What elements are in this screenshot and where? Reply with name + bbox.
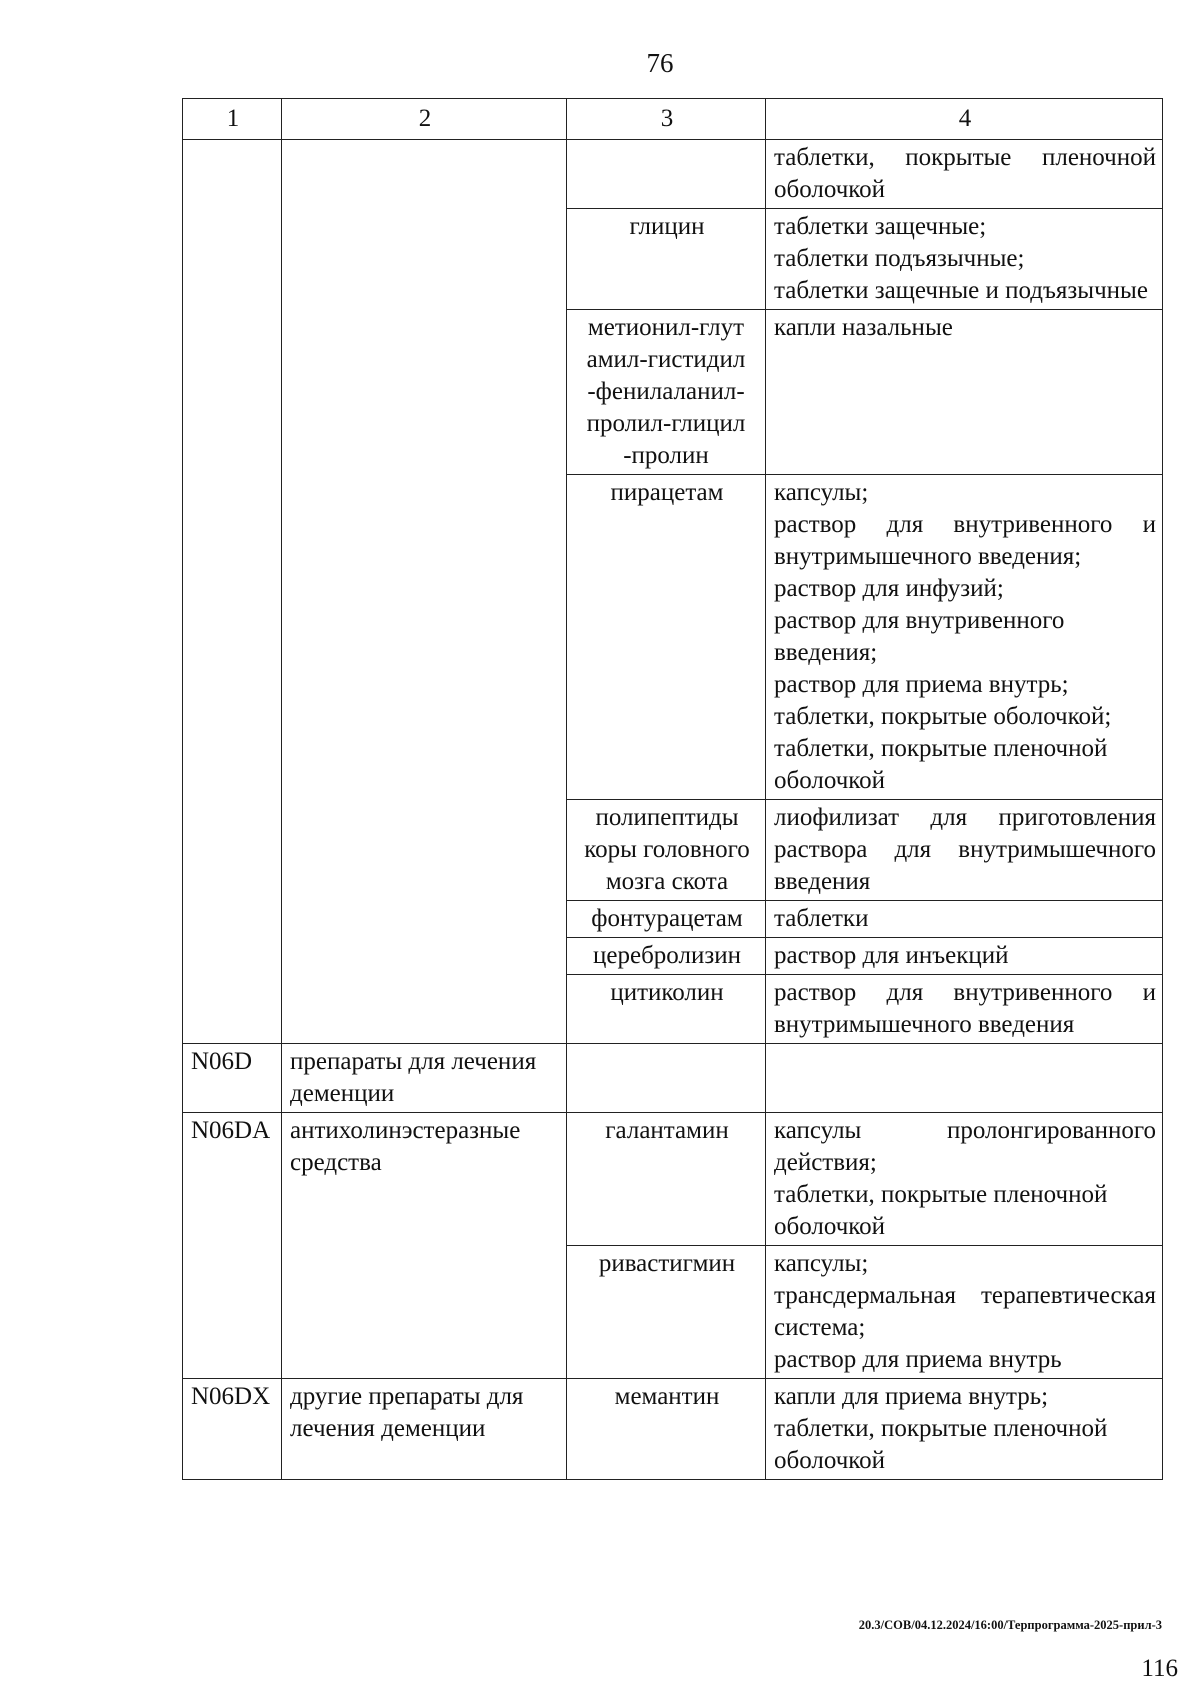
document-reference: 20.3/СОВ/04.12.2024/16:00/Терпрограмма-2025-прил-3 <box>858 1618 1162 1632</box>
dosage-form-cell-empty <box>766 1044 1163 1113</box>
dosage-form: раствор для инъекций <box>774 942 1009 969</box>
dosage-form-cell <box>766 800 1163 901</box>
group-name-cell: препараты для лечения деменции <box>282 1044 567 1113</box>
dosage-form: таблетки защечные и подъязычные <box>774 277 1148 304</box>
header-col-1: 1 <box>183 99 282 140</box>
table-row <box>183 1379 1163 1480</box>
drug-name-cell: цитиколин <box>567 975 766 1044</box>
group-name-cell: другие препараты для лечения деменции <box>282 1379 567 1480</box>
dosage-form-cell <box>766 475 1163 800</box>
dosage-form: таблетки подъязычные; <box>774 245 1025 272</box>
dosage-form-cell <box>766 938 1163 975</box>
table-row <box>183 1044 1163 1113</box>
table-header-row <box>183 99 1163 140</box>
atc-code-cell: N06DX <box>183 1379 282 1480</box>
dosage-form: раствор для внутривенного введения; <box>774 607 1065 666</box>
dosage-form: таблетки защечные; <box>774 213 987 240</box>
dosage-form: трансдермальная терапевтическая система; <box>774 1282 1156 1341</box>
table-row <box>183 140 1163 209</box>
drug-name-cell-empty <box>567 140 766 209</box>
code-cell-empty <box>183 140 282 1044</box>
dosage-form: капсулы пролонгированного действия; <box>774 1117 1156 1176</box>
header-col-4: 4 <box>766 99 1163 140</box>
dosage-form: раствор для инфузий; <box>774 575 1004 602</box>
dosage-form: таблетки, покрытые оболочкой; <box>774 703 1112 730</box>
dosage-form: таблетки, покрытые пленочной оболочкой <box>774 1181 1108 1240</box>
drug-name-cell: ривастигмин <box>567 1246 766 1379</box>
dosage-form: раствор для приема внутрь <box>774 1346 1062 1373</box>
dosage-form-cell <box>766 1113 1163 1246</box>
dosage-form-cell <box>766 140 1163 209</box>
dosage-form-cell <box>766 1379 1163 1480</box>
drug-table <box>182 98 1163 1480</box>
drug-name-cell: пирацетам <box>567 475 766 800</box>
dosage-form-cell <box>766 901 1163 938</box>
dosage-form-cell <box>766 975 1163 1044</box>
dosage-form: раствор для внутривенного и внутримышечного введения; <box>774 511 1156 570</box>
drug-name-cell: галантамин <box>567 1113 766 1246</box>
drug-name-cell: глицин <box>567 209 766 310</box>
table-row <box>183 1113 1163 1246</box>
drug-name-cell: полипептиды коры головного мозга скота <box>567 800 766 901</box>
dosage-form: капли назальные <box>774 314 953 341</box>
page-number: 76 <box>646 48 674 78</box>
dosage-form: капли для приема внутрь; <box>774 1383 1049 1410</box>
drug-name-cell: метионил-глутамил-гистидил-фенилаланил-пролил-глицил-пролин <box>567 310 766 475</box>
dosage-form: лиофилизат для приготовления раствора для внутримышечного введения <box>774 804 1156 895</box>
drug-name-cell: церебролизин <box>567 938 766 975</box>
group-name-cell: антихолинэстеразные средства <box>282 1113 567 1379</box>
dosage-form-cell <box>766 209 1163 310</box>
sheet-number: 116 <box>1141 1655 1178 1682</box>
group-cell-empty <box>282 140 567 1044</box>
dosage-form: раствор для внутривенного и внутримышечного введения <box>774 979 1156 1038</box>
drug-name-cell: мемантин <box>567 1379 766 1480</box>
dosage-form: таблетки, покрытые пленочной оболочкой <box>774 1415 1108 1474</box>
header-col-2: 2 <box>282 99 567 140</box>
dosage-form-cell <box>766 310 1163 475</box>
dosage-form: капсулы; <box>774 1250 869 1277</box>
dosage-form-cell <box>766 1246 1163 1379</box>
dosage-form: капсулы; <box>774 479 869 506</box>
dosage-form: таблетки, покрытые пленочной оболочкой <box>774 735 1108 794</box>
atc-code-cell: N06D <box>183 1044 282 1113</box>
header-col-3: 3 <box>567 99 766 140</box>
drug-name-cell-empty <box>567 1044 766 1113</box>
dosage-form: таблетки, покрытые пленочной оболочкой <box>774 144 1156 203</box>
drug-name-cell: фонтурацетам <box>567 901 766 938</box>
dosage-form: раствор для приема внутрь; <box>774 671 1069 698</box>
dosage-form: таблетки <box>774 905 869 932</box>
atc-code-cell: N06DA <box>183 1113 282 1379</box>
